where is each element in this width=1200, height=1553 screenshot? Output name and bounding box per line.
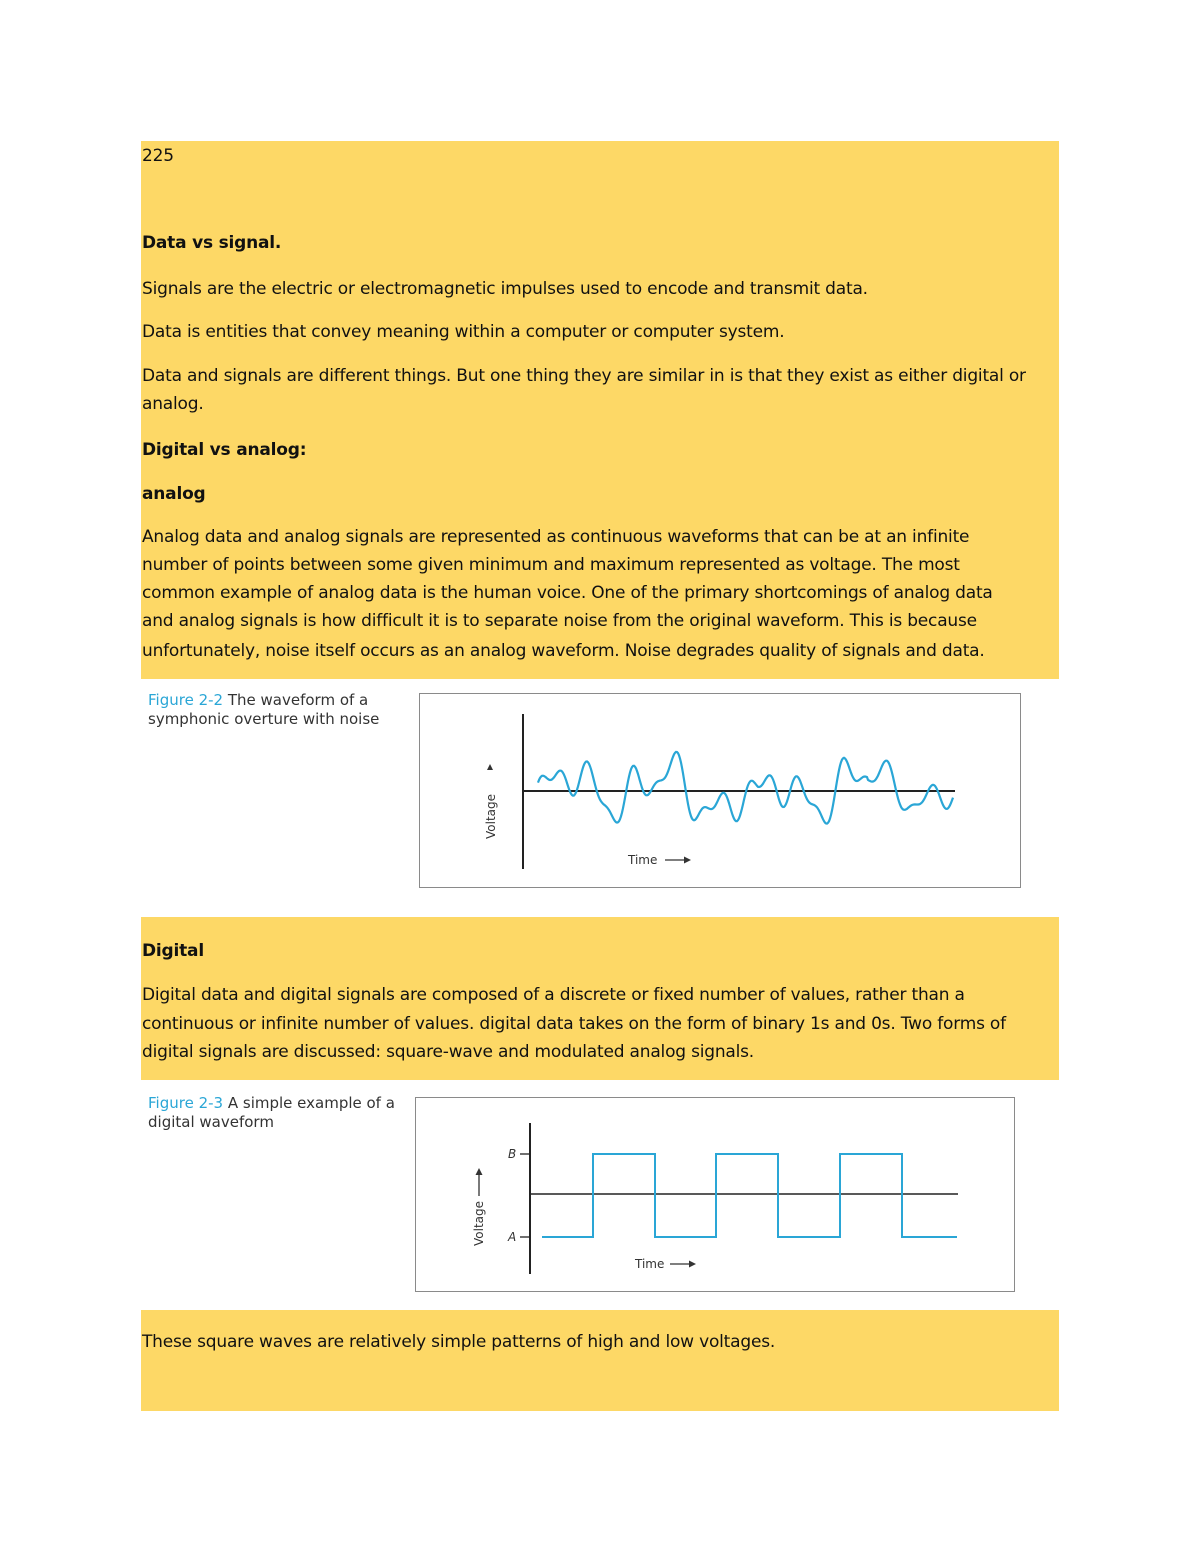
highlight-block-3 — [141, 1310, 1059, 1411]
figure-number: Figure 2-2 — [148, 691, 224, 709]
voltage-arrow-icon — [476, 1168, 483, 1175]
figure-2-3-frame — [415, 1097, 1015, 1292]
digital-line: digital signals are discussed: square-wave and modulated analog signals. — [142, 1042, 755, 1062]
figure-2-2-frame — [419, 693, 1021, 888]
analog-line: number of points between some given minimum and maximum represented as voltage. The most — [142, 555, 960, 575]
paragraph-signals: Signals are the electric or electromagnetic impulses used to encode and transmit data. — [142, 279, 868, 299]
square-waveform-line — [542, 1154, 957, 1237]
heading-analog: analog — [142, 484, 206, 504]
voltage-label: Voltage — [472, 1200, 486, 1246]
paragraph-data: Data is entities that convey meaning within a computer or computer system. — [142, 322, 785, 342]
heading-digital: Digital — [142, 941, 204, 961]
caption-line1: The waveform of a — [227, 691, 369, 709]
analog-line: common example of analog data is the human voice. One of the primary shortcomings of analog data — [142, 583, 993, 603]
paragraph-different-line1: Data and signals are different things. But one thing they are similar in is that they exist as either digital or — [142, 366, 1026, 386]
section-heading-data-vs-signal: Data vs signal. — [142, 233, 282, 253]
time-label: Time — [628, 853, 658, 867]
figure-2-3-caption — [148, 1094, 395, 1132]
time-arrow-icon — [684, 857, 691, 864]
analog-waveform-chart — [420, 694, 1020, 887]
voltage-label: Voltage — [484, 793, 498, 839]
paragraph-different-line2: analog. — [142, 394, 204, 414]
figure-2-2-caption — [148, 691, 379, 729]
analog-line: unfortunately, noise itself occurs as an analog waveform. Noise degrades quality of signals and data. — [142, 641, 985, 661]
square-waves-paragraph: These square waves are relatively simple patterns of high and low voltages. — [142, 1332, 776, 1352]
level-a-label: A — [508, 1230, 517, 1244]
time-label: Time — [635, 1257, 665, 1271]
subheading-digital-vs-analog: Digital vs analog: — [142, 440, 307, 460]
page-number: 225 — [142, 146, 174, 166]
digital-line: Digital data and digital signals are composed of a discrete or fixed number of values, rather than a — [142, 985, 965, 1005]
digital-waveform-chart — [416, 1098, 1014, 1291]
analog-line: Analog data and analog signals are represented as continuous waveforms that can be at an infinite — [142, 527, 970, 547]
noise-waveform-line — [538, 752, 953, 824]
figure-number: Figure 2-3 — [148, 1094, 224, 1112]
time-arrow-icon — [689, 1261, 696, 1268]
voltage-arrow-icon — [487, 764, 493, 770]
level-b-label: B — [508, 1147, 517, 1161]
caption-line2: symphonic overture with noise — [148, 710, 380, 728]
analog-line: and analog signals is how difficult it is to separate noise from the original waveform. This is because — [142, 611, 977, 631]
caption-line1: A simple example of a — [227, 1094, 395, 1112]
caption-line2: digital waveform — [148, 1113, 274, 1131]
digital-line: continuous or infinite number of values. digital data takes on the form of binary 1s and 0s. Two forms of — [142, 1014, 1006, 1034]
